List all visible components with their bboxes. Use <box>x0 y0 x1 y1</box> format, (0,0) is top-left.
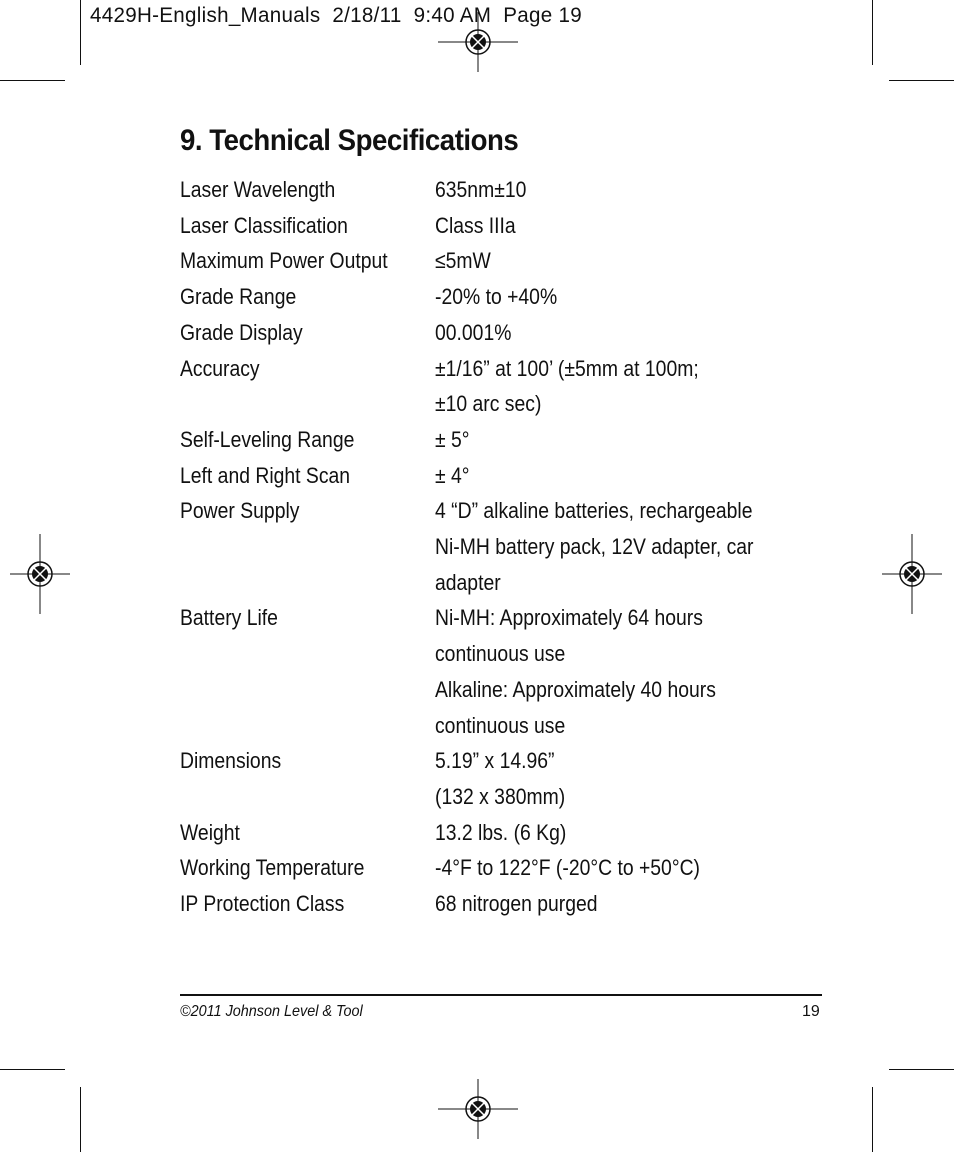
spec-row <box>180 886 820 922</box>
spec-values <box>435 600 820 743</box>
section-title: 9. Technical Specifications <box>180 124 519 157</box>
spec-label: Working Temperature <box>180 855 365 881</box>
spec-values <box>435 208 820 244</box>
spec-label: Battery Life <box>180 605 278 631</box>
spec-row <box>180 315 820 351</box>
copyright-notice: ©2011 Johnson Level & Tool <box>180 1003 363 1020</box>
spec-row <box>180 815 820 851</box>
spec-table <box>180 172 820 922</box>
spec-values <box>435 172 820 208</box>
spec-values <box>435 886 820 922</box>
spec-value: Class IIIa <box>435 212 516 238</box>
crop-mark-icon <box>889 80 954 81</box>
spec-row <box>180 458 820 494</box>
footer-rule <box>180 994 822 996</box>
spec-label: Dimensions <box>180 748 282 774</box>
spec-label: IP Protection Class <box>180 891 345 917</box>
spec-label: Maximum Power Output <box>180 248 388 274</box>
spec-value: -4°F to 122°F (-20°C to +50°C) <box>435 855 701 881</box>
spec-value: -20% to +40% <box>435 284 558 310</box>
crop-mark-icon <box>0 80 65 81</box>
print-slug: 4429H-English_Manuals 2/18/11 9:40 AM Page 19 <box>90 4 582 27</box>
spec-values <box>435 315 820 351</box>
registration-target-icon <box>438 12 518 72</box>
spec-row <box>180 351 820 422</box>
spec-value: continuous use <box>435 712 566 738</box>
registration-target-icon <box>438 1079 518 1139</box>
spec-values <box>435 493 820 600</box>
spec-values <box>435 815 820 851</box>
spec-value: ±10 arc sec) <box>435 391 542 417</box>
spec-values <box>435 850 820 886</box>
spec-value: 4 “D” alkaline batteries, rechargeable <box>435 498 753 524</box>
spec-value: 635nm±10 <box>435 177 527 202</box>
spec-value: continuous use <box>435 641 566 667</box>
crop-mark-icon <box>889 1069 954 1070</box>
spec-row <box>180 279 820 315</box>
spec-value: Ni-MH battery pack, 12V adapter, car <box>435 534 754 560</box>
spec-value: 68 nitrogen purged <box>435 891 598 917</box>
spec-row <box>180 493 820 600</box>
spec-values <box>435 458 820 494</box>
spec-value: Ni-MH: Approximately 64 hours <box>435 605 703 631</box>
crop-mark-icon <box>872 0 873 65</box>
spec-value: (132 x 380mm) <box>435 783 566 809</box>
spec-label: Left and Right Scan <box>180 462 351 488</box>
spec-values <box>435 243 820 279</box>
spec-row <box>180 850 820 886</box>
spec-label: Weight <box>180 819 240 845</box>
spec-row <box>180 172 820 208</box>
crop-mark-icon <box>80 1087 81 1152</box>
spec-values <box>435 422 820 458</box>
crop-mark-icon <box>0 1069 65 1070</box>
registration-target-icon <box>882 534 942 614</box>
spec-row <box>180 243 820 279</box>
spec-label: Power Supply <box>180 498 300 524</box>
spec-values <box>435 743 820 814</box>
crop-mark-icon <box>872 1087 873 1152</box>
spec-label: Accuracy <box>180 355 260 381</box>
spec-value: 5.19” x 14.96” <box>435 748 555 774</box>
spec-label: Grade Range <box>180 284 297 310</box>
crop-mark-icon <box>80 0 81 65</box>
spec-values <box>435 279 820 315</box>
spec-value: 13.2 lbs. (6 Kg) <box>435 819 567 845</box>
spec-value: ± 5° <box>435 426 470 452</box>
page-number: 19 <box>802 1003 820 1020</box>
spec-label: Self-Leveling Range <box>180 426 355 452</box>
spec-row <box>180 422 820 458</box>
spec-label: Laser Classification <box>180 212 348 238</box>
spec-row <box>180 743 820 814</box>
spec-label: Laser Wavelength <box>180 177 336 202</box>
spec-value: ± 4° <box>435 462 470 488</box>
registration-target-icon <box>10 534 70 614</box>
spec-value: adapter <box>435 569 501 595</box>
spec-value: Alkaline: Approximately 40 hours <box>435 676 716 702</box>
spec-row <box>180 600 820 743</box>
spec-label: Grade Display <box>180 319 303 345</box>
spec-value: ±1/16” at 100’ (±5mm at 100m; <box>435 355 699 381</box>
spec-value: 00.001% <box>435 319 512 345</box>
spec-values <box>435 351 820 422</box>
spec-row <box>180 208 820 244</box>
spec-value: ≤5mW <box>435 248 491 274</box>
